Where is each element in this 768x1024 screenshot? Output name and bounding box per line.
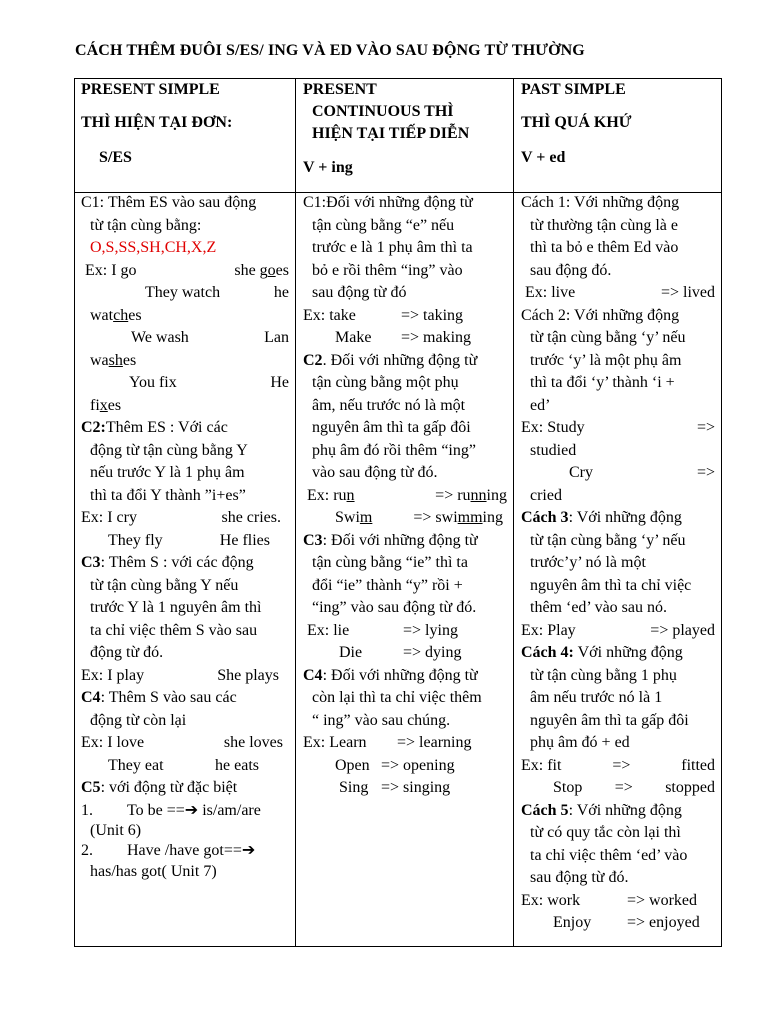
rule-heading: Cách 4: Với những động <box>521 644 683 661</box>
rule-text: từ tận cùng bằng: <box>90 216 202 234</box>
rule-heading: C3: Thêm S : với các động <box>81 554 254 571</box>
rule-heading: C4: Đối với những động từ <box>303 666 478 684</box>
example-row: Swim => swimming <box>335 509 503 526</box>
header-present-continuous-vn: HIỆN TẠI TIẾP DIỄN <box>312 125 470 142</box>
example-row: Ex: I love she loves <box>81 734 283 751</box>
header-past-simple: PAST SIMPLE <box>521 81 626 98</box>
rule-heading: Cách 3: Với những động <box>521 509 682 526</box>
example-row: Sing => singing <box>339 779 451 796</box>
example-row: They fly He flies <box>108 531 270 549</box>
example-row: Ex: Play => played <box>521 621 715 639</box>
page-title: CÁCH THÊM ĐUÔI S/ES/ ING VÀ ED VÀO SAU ĐỘNG TỪ THƯỜNG <box>75 42 585 59</box>
example-row: Ex: run => running <box>307 486 507 504</box>
rule-endings: O,S,SS,SH,CH,X,Z <box>90 239 217 256</box>
example-row: You fix He <box>129 374 289 391</box>
example-row: Die => dying <box>339 644 462 661</box>
example-row: Ex: Learn => learning <box>303 734 472 751</box>
header-past-simple-rule: V + ed <box>521 149 566 166</box>
rule-heading: C2. Đối với những động từ <box>303 351 478 369</box>
example-row: Ex: I cry she cries. <box>81 509 281 526</box>
example-row: Ex: work => worked <box>521 891 698 909</box>
rule-heading: C3: Đối với những động từ <box>303 531 478 549</box>
example-row: Enjoy => enjoyed <box>553 914 700 931</box>
example-row: They eat he eats <box>108 756 259 774</box>
present-continuous-rules: C1:Đối với những động từ tận cùng bằng “e” nếu trước e là 1 phụ âm thì ta bỏ e rồi thêm “ing” vào sau động từ đó Ex: take => taking Make => making C2. Đối với những động từ tận cùng bằng một phụ âm, nếu trước nó là một nguyên âm thì ta gấp đôi phụ âm đó rồi thêm “ing” vào sau động từ đó. Ex: run => running Swim => swimming C3: Đối với những động từ tận cùng bằng “ie” thì ta đổi “ie” thành “y” rồi + “ing” vào sau động từ đó. Ex: lie => lying Die => dying C4: Đối với những động từ còn lại thì ta chỉ việc thêm “ ing” vào sau chúng. Ex: Learn => learning Open => opening Sing => singing <box>303 192 507 800</box>
header-present-simple-vn: THÌ HIỆN TẠI ĐƠN: <box>81 114 233 131</box>
header-present-simple-rule: S/ES <box>99 149 132 166</box>
example-row: They watch he <box>145 284 289 301</box>
example-row: Ex: Study => <box>521 419 715 436</box>
header-present-continuous-2: CONTINUOUS THÌ <box>312 103 454 120</box>
example-row: watches <box>90 306 142 324</box>
example-row: Open => opening <box>335 756 455 774</box>
example-row: Ex: lie => lying <box>307 621 458 639</box>
special-verb-item: 1. To be ==➔ is/am/are <box>81 801 261 819</box>
example-row: We wash Lan <box>131 329 289 346</box>
rule-heading: C4: Thêm S vào sau các <box>81 689 237 706</box>
rule-heading: C2:Thêm ES : Với các <box>81 419 228 436</box>
example-row: Ex: I play She plays <box>81 666 279 684</box>
past-simple-rules: Cách 1: Với những động từ thường tận cùng là e thì ta bỏ e thêm Ed vào sau động đó. Ex: live => lived Cách 2: Với những động từ tận cùng bằng ‘y’ nếu trước ‘y’ là một phụ âm thì ta đổi ‘y’ thành ‘i + ed’ Ex: Study => studied Cry => cried Cách 3: Với những động từ tận cùng bằng ‘y’ nếu trước’y’ nó là một nguyên âm thì ta chỉ việc thêm ‘ed’ vào sau nó. Ex: Play => played Cách 4: Với những động từ tận cùng bằng 1 phụ âm nếu trước nó là 1 nguyên âm thì ta gấp đôi phụ âm đó + ed Ex: fit => fitted Stop => stopped Cách 5: Với những động từ có quy tắc còn lại thì ta chỉ việc thêm ‘ed’ vào sau động từ đó. Ex: work => worked Enjoy => enjoyed <box>521 192 715 935</box>
header-present-continuous: PRESENT <box>303 81 377 98</box>
example-row: washes <box>90 351 137 369</box>
header-present-simple: PRESENT SIMPLE <box>81 81 220 98</box>
example-row: Ex: take => taking <box>303 306 464 324</box>
example-row: Make => making <box>335 329 472 346</box>
example-row: Stop => stopped <box>553 779 715 796</box>
rule-text: C1: Thêm ES vào sau động <box>81 194 257 211</box>
header-present-continuous-rule: V + ing <box>303 159 353 176</box>
column-divider <box>513 79 514 946</box>
example-row: Cry => <box>569 464 715 481</box>
present-simple-rules: C1: Thêm ES vào sau động từ tận cùng bằng: O,S,SS,SH,CH,X,Z Ex: I go she goes They watch he watches We wash Lan washes You fix He fixes C2:Thêm ES : Với các động từ tận cùng bằng Y nếu trước Y là 1 phụ âm thì ta đổi Y thành ”i+es” Ex: I cry she cries. They fly He flies C3: Thêm S : với các động từ tận cùng bằng Y nếu trước Y là 1 nguyên âm thì ta chỉ việc thêm S vào sau động từ đó. Ex: I play She plays C4: Thêm S vào sau các động từ còn lại Ex: I love she loves They eat he eats C5: với động từ đặc biệt 1. To be ==➔ is/am/are (Unit 6) 2. Have /have got==➔ has/has got( Unit 7) <box>81 194 289 880</box>
example-row: Ex: fit => fitted <box>521 756 715 774</box>
column-divider <box>295 79 296 946</box>
header-past-simple-vn: THÌ QUÁ KHỨ <box>521 114 632 131</box>
example-row: Ex: I go she goes <box>85 261 289 279</box>
example-row: fixes <box>90 396 122 414</box>
rule-heading: C5: với động từ đặc biệt <box>81 779 238 796</box>
rule-heading: Cách 5: Với những động <box>521 801 682 819</box>
rules-table <box>74 78 722 947</box>
example-row: Ex: live => lived <box>525 284 715 301</box>
special-verb-item: 2. Have /have got==➔ <box>81 842 256 859</box>
